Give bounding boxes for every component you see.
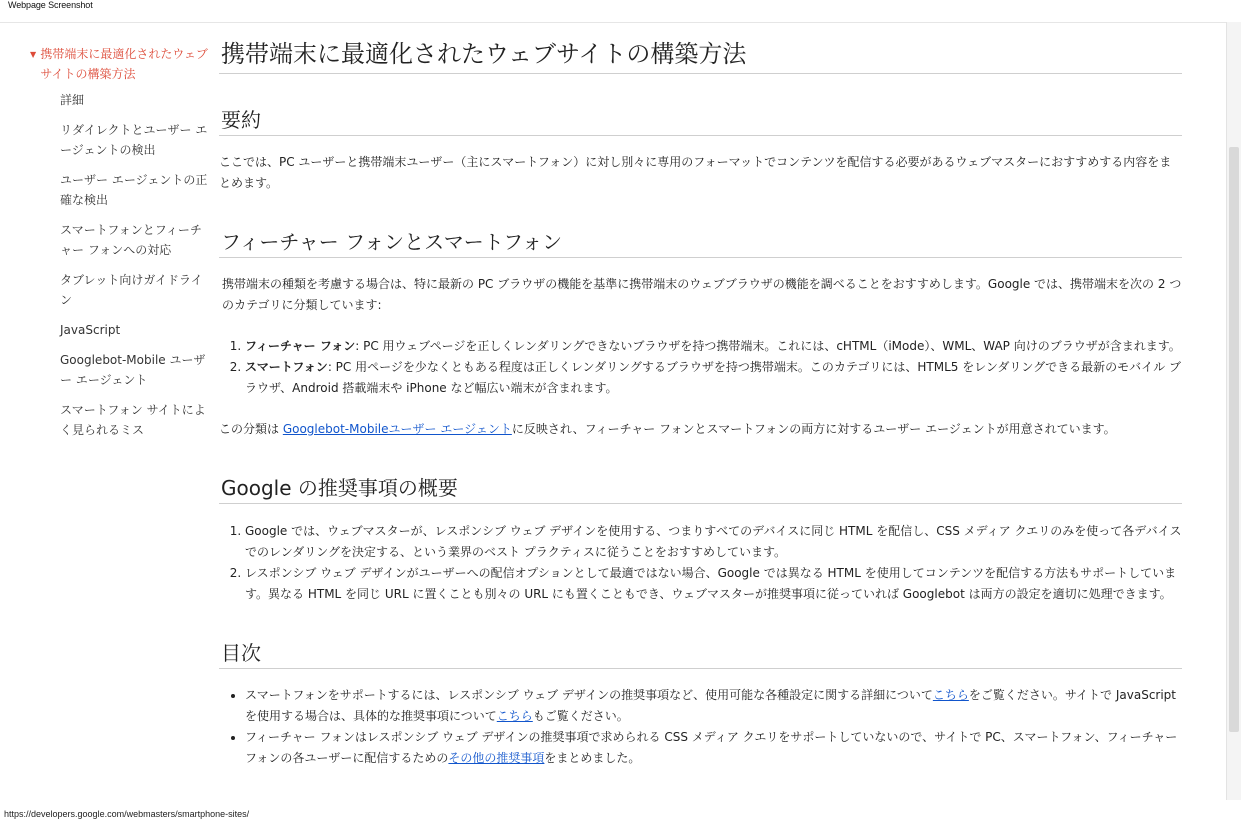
toc-item1-text-b: をご覧ください。サイトで JavaScript を使用する場合は、具体的な推奨事項について [245,688,1177,723]
status-bar-url: https://developers.google.com/webmasters/smartphone-sites/ [4,809,250,819]
sidebar-item-javascript[interactable]: JavaScript [60,323,121,337]
window-titlebar [0,0,1241,23]
toc-list-item [245,685,1182,727]
sidebar-item-ua-detection[interactable]: ユーザー エージェントの正確な検出 [60,173,208,207]
page-title: 携帯端末に最適化されたウェブサイトの構築方法 [219,30,1182,74]
phones-note [219,419,1182,440]
other-recommendations-link[interactable]: その他の推奨事項 [448,751,545,765]
phones-list-item [245,336,1182,357]
sidebar-item-smartphone-featurephone[interactable]: スマートフォンとフィーチャー フォンへの対応 [60,223,202,257]
section-heading-phones: フィーチャー フォンとスマートフォン [219,224,1182,258]
phones-intro: 携帯端末の種類を考慮する場合は、特に最新の PC ブラウザの機能を基準に携帯端末のウェブブラウザの機能を調べることをおすすめします。Google では、携帯端末を次の 2 つのカテゴリに分類しています: [222,277,1182,312]
toc-list-item [245,727,1182,769]
note-text-post: に反映され、フィーチャー フォンとスマートフォンの両方に対するユーザー エージェントが用意されています。 [511,422,1116,436]
featurephone-desc: : PC 用ウェブページを正しくレンダリングできないブラウザを持つ携帯端末。これには、cHTML（iMode）、WML、WAP 向けのブラウザが含まれます。 [355,339,1181,353]
section-heading-recommend: Google の推奨事項の概要 [219,470,1182,504]
term-featurephone: フィーチャー フォン [245,339,356,353]
scrollbar-thumb[interactable] [1229,147,1239,732]
sidebar-item-common-mistakes[interactable]: スマートフォン サイトによく見られるミス [60,403,206,437]
summary-text: ここでは、PC ユーザーと携帯端末ユーザー（主にスマートフォン）に対し別々に専用のフォーマットでコンテンツを配信する必要があるウェブマスターにおすすめする内容をまとめます。 [219,155,1172,190]
section-heading-toc: 目次 [219,635,1182,669]
sidebar-item-googlebot-mobile[interactable]: Googlebot-Mobile ユーザー エージェント [60,353,206,387]
sidebar-list [30,90,208,440]
vertical-scrollbar[interactable] [1226,22,1241,800]
smartphone-desc: : PC 用ページを少なくともある程度は正しくレンダリングするブラウザを持つ携帯端末。このカテゴリには、HTML5 をレンダリングできる最新のモバイル ブラウザ、Android 搭載端末や iPhone など幅広い端末が含まれます。 [245,360,1182,395]
main-content [219,30,1182,769]
recommend-list-item: 2. レスポンシブ ウェブ デザインがユーザーへの配信オプションとして最適ではない場合、Google では異なる HTML を使用してコンテンツを配信する方法もサポートしています。異なる HTML を同じ URL に置くことも別々の URL にも置くこともでき、ウェブマスターが推奨事項に従っていれば Googlebot は両方の設定を適切に処理できます。 [245,563,1182,605]
toc-here-link-1[interactable]: こちら [932,688,969,702]
term-smartphone: スマートフォン [245,360,328,374]
toc-item1-text-a: スマートフォンをサポートするには、レスポンシブ ウェブ デザインの推奨事項など、使用可能な各種設定に関する詳細について [245,688,933,702]
sidebar-item-current-label: 携帯端末に最適化されたウェブサイトの構築方法 [40,47,208,81]
toc-item2-text-a: フィーチャー フォンはレスポンシブ ウェブ デザインの推奨事項で求められる CSS メディア クエリをサポートしていないので、サイトで PC、スマートフォン、フィーチャー フォンの各ユーザーに配信するための [245,730,1178,765]
phones-list-item [245,357,1182,399]
toc-item1-text-c: もご覧ください。 [532,709,629,723]
recommend-list [219,521,1182,605]
googlebot-mobile-link[interactable]: Googlebot-Mobileユーザー エージェント [282,422,512,436]
sidebar-item-current[interactable] [30,44,208,84]
toc-here-link-2[interactable]: こちら [496,709,533,723]
toc-item2-text-b: をまとめました。 [544,751,641,765]
sidebar-item-tablet[interactable]: タブレット向けガイドライン [60,273,203,307]
note-text-pre: この分類は [219,422,283,436]
toc-list [219,685,1182,769]
phones-list [219,336,1182,399]
sidebar-nav [30,44,208,450]
recommend-list-item: 1. Google では、ウェブマスターが、レスポンシブ ウェブ デザインを使用する、つまりすべてのデバイスに同じ HTML を配信し、CSS メディア クエリのみを使って各デバイスでのレンダリングを決定する、という業界のベスト プラクティスに従うことをおすすめしています。 [245,521,1182,563]
section-heading-summary: 要約 [219,102,1182,136]
sidebar-item-redirect[interactable]: リダイレクトとユーザー エージェントの検出 [60,123,208,157]
triangle-down-icon: ▼ [30,50,37,59]
window-title: Webpage Screenshot [8,0,93,10]
sidebar-item-details[interactable]: 詳細 [60,93,85,107]
